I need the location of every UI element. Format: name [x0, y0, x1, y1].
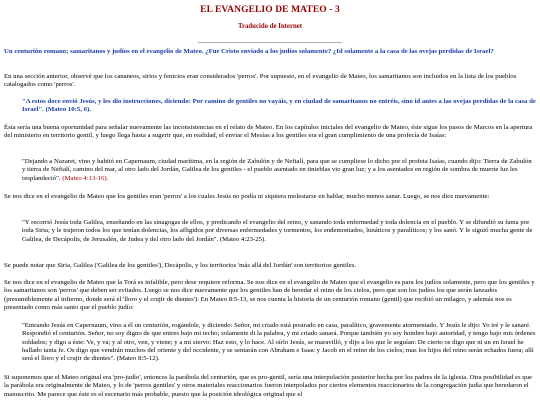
page-subtitle: Traducido de Internet — [237, 23, 303, 30]
page-title: EL EVANGELIO DE MATEO - 3 — [200, 5, 340, 15]
quote-mateo-4-23: "Y recorrió Jesús toda Galilea, enseñando en las sinagogas de ellos, y predicando el evangelio del reino, y sanando toda enfermedad y toda dolencia en el pueblo. Y se difundió su fama por toda Siria; y le trajeron todos los que tenían dolencias, los afligidos por diversas enfermedades y tormentos, los endemoniados, lunáticos y paralíticos; y los sanó. Y le siguió mucha gente de Galilea, de Decápolis, de Jerusalén, de Judea y del otro lado del Jordán". (Mateo 4:23-25). — [22, 219, 533, 243]
paragraph-territorios: Se puede notar que Siria, Galilea ('Galilea de los gentiles'), Decápolis, y los territorios 'más allá del Jordán' son territorios gentiles. — [4, 262, 357, 269]
quote-mateo-8: "Entrando Jesús en Capernaum, vino a él un centurión, rogándole, y diciendo: Señor, mi criado está postrado en casa, paralítico, gravemente atormentado. Y Jesús le dijo: Yo iré y le sanaré. Respondió el centurión. Señor, no soy digno de que entres bajo mi techo; solamente di la palabra, y mi criado sanará. Porque también yo soy hombre bajo autoridad, y tengo bajo mis órdenes soldados; y digo a éste: Ve, y va; y al otro, ven, y viene; y a mi siervo: Haz esto, y lo hace. Al oírlo Jesús, se maravilló, y dijo a los que le seguían: De cierto os digo que ni un en Israel he hallado tanta fe. Os digo que vendrán muchos del oriente y del occidente, y se sentarán con Abraham e Isaac y Jacob en el reino de los cielos; mas los hijos del reino serán echados fuera; allí será el lloro y el crujir de dientes". (Mateo 8:5-12). — [22, 322, 536, 363]
title-divider — [198, 42, 342, 43]
paragraph-tora: Se nos dice en el evangelio de Mateo que la Torá es infalible, pero dese requiere reforma. Se nos dice en el evangelio de Mateo que el evangelio es para los judíos solamente, pero que los gentiles y los samaritanos son 'perros' que deben ser evitados. Luego se nos dice nuevamente que los gentiles han de heredar el reino de los cielos, pero que son los judíos los que serán lanzados (presumiblemente al infierno, donde será el 'lloro y el crujir de dientes'). En Mateo 8:5-13, se nos cuenta la historia de un centurión romano (gentil) que recibió un milagro, y además nos es presentado como más santo que el pueblo judío: — [4, 279, 535, 311]
paragraph-perros: Se nos dice en el evangelio de Mateo que los gentiles eran 'perros' a los cuales Jesús no podía ni siquiera molestarse en hablar, mucho menos sanar. Luego, se nos dice nuevamente: — [4, 193, 490, 200]
quote-mateo-4-13-ref: (Mateo 4:13-16). — [62, 174, 109, 182]
paragraph-interpolacion: Si suponemos que el Mateo original era 'pro-judío', entonces la parábola del centurión, que es pro-gentil, sería una interpolación posterior hecha por los padres de la iglesia. Otra posibilidad es que la parábola era originalmente de Mateo, y lo de 'perros gentiles' y otros materiales reaccionarios fueron interpolados por ciertos elementos reaccionarios de la congregación judía que heredaron el manuscrito. Me parece que éste es el escenario más probable, puesto que la posición ideológica original que el — [4, 374, 533, 398]
paragraph-intro: En una sección anterior, observé que los cananeos, sirios y fenicios eran considerados 'perros'. Por supuesto, en el evangelio de Mateo, los samaritanos son incluidos en la lista de los pueblos catalogados como 'perros'. — [4, 73, 517, 89]
quote-mateo-4-13-text: "Dejando a Nazaret, vino y habitó en Capernaum, ciudad marítima, en la región de Zabulón y de Neftalí, para que se cumpliese lo dicho por el profeta Isaías, cuando dijo: Tierra de Zabulón y tierra de Neftalí, camino del mar, al otro lado del Jordán, Galilea de los gentiles - el pueblo asentado en tinieblas vio gran luz; y a los asentados en región de sombra de muerte luz les resplandeció". — [22, 158, 532, 182]
quote-mateo-10: "A estos doce envió Jesús, y les dio instrucciones, diciendo: Por camino de gentiles no vayáis, y en ciudad de samaritanos no entréis, sino id antes a las ovejas perdidas de la casa de Israel". (Mateo 10:5, 6). — [22, 98, 536, 114]
quote-mateo-4-13 — [22, 158, 536, 183]
paragraph-inconsistencies: Ésta sería una buena oportunidad para señalar nuevamente las inconsistencias en el relato de Mateo. En los capítulos iniciales del evangelio de Mateo, éste sigue los pasos de Marcos en la apertura del ministerio en territorio gentil, y luego llega hasta a sugerir que, en realidad, el enviar el Mesías a los gentiles era el gran cumplimiento de una profecía de Isaías: — [4, 124, 533, 140]
section-heading: Un centurión romano; samaritanos y judíos en el evangelio de Mateo. ¿Fue Cristo enviado a los judíos solamente? ¿Id solamente a la casa de las ovejas perdidas de Israel? — [4, 48, 494, 55]
